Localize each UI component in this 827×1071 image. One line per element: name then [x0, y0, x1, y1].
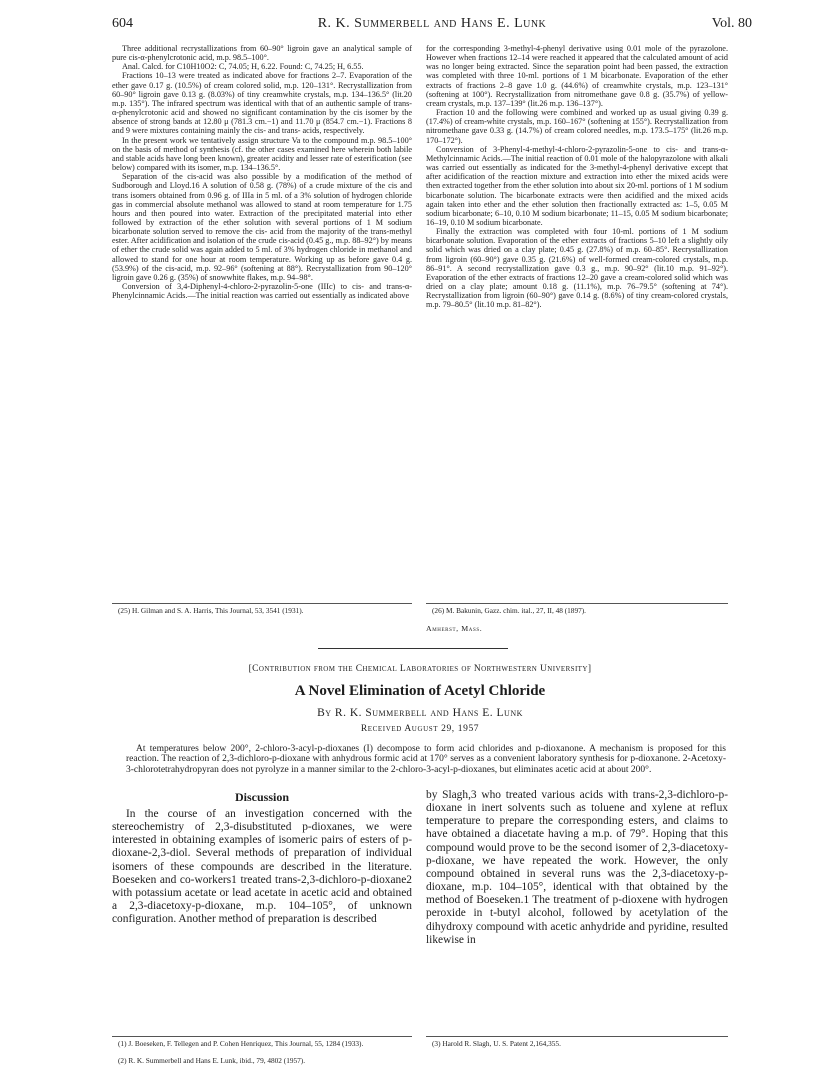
article-title: A Novel Elimination of Acetyl Chloride [294, 683, 546, 699]
running-head: R. K. Summerbell and Hans E. Lunk [317, 16, 547, 31]
footnote-divider [426, 603, 728, 604]
upper-left-column [112, 44, 412, 300]
article-separator [318, 648, 508, 649]
paragraph: by Slagh,3 who treated various acids with trans-2,3-dichloro-p-dioxane in inert solvents such as toluene and xylene at reflux temperature to prepare the corresponding esters, and claims to have obtained a diacetate having a m.p. of 79°. Hoping that this compound would prove to be the second isomer of 2,3-diacetoxy-p-dioxane, we have repeated the work. However, the only compound obtained in several runs was the 2,3-diacetoxy-p-dioxane, m.p. 104–105°, identical with that obtained by the method of Boeseken.1 The treatment of p-dioxene with hydrogen peroxide in t-butyl alcohol, followed by acetylation of the dihydroxy compound with acetic anhydride and pyridine, resulted likewise in [426, 789, 728, 946]
discussion-left-column [112, 808, 412, 926]
footnote-1: (1) J. Boeseken, F. Tellegen and P. Cohen Henriquez, This Journal, 55, 1284 (1933). [118, 1039, 364, 1048]
abstract: At temperatures below 200°, 2-chloro-3-acyl-p-dioxanes (I) decompose to form acid chlorides and p-dioxanone. A mechanism is proposed for this reaction. The reaction of 2,3-dichloro-p-dioxane with anhydrous formic acid at 170° serves as a convenient laboratory synthesis for p-dioxanone. 2-Acetoxy-3-chlorotetrahydropyran does not pyrolyze in a manner similar to the 2-chloro-3-acyl-p-dioxanes, but eliminates acetic acid at about 200°. [126, 744, 726, 775]
footnote-divider [112, 603, 412, 604]
contribution-line: [Contribution from the Chemical Laboratories of Northwestern University] [248, 664, 592, 674]
paragraph: Conversion of 3-Phenyl-4-methyl-4-chloro-2-pyrazolin-5-one to cis- and trans-α-Methylcinnamic Acids.—The initial reaction of 0.01 mole of the halopyrazolone with alkali was carried out essentially as indicated for the 3-methyl-4-phenyl derivative except that after acidification of the reaction mixture and extraction into ether the mixed acids were then extracted together from the ether solution into about six 20-ml. portions of 1 M sodium bicarbonate solution. The bicarbonate extracts were then acidified and the mixed acids again taken into ether and the ether solution then fractionally extracted as: 1–5, 0.05 M sodium bicarbonate; 6–10, 0.10 M sodium bicarbonate; 11–15, 0.05 M sodium bicarbonate; 16–19, 0.10 M sodium bicarbonate. [426, 144, 728, 227]
paragraph: Anal. Calcd. for C10H10O2: C, 74.05; H, 6.22. Found: C, 74.25; H, 6.55. [122, 62, 364, 72]
discussion-right-column [426, 789, 728, 947]
paragraph: Fraction 10 and the following were combined and worked up as usual giving 0.39 g. (17.4%) of cream-white crystals, m.p. 160–167° (softening at 155°). Recrystallization from nitromethane gave 0.33 g. (14.7%) of cream colored needles, m.p. 173.5–175° (lit.26 m.p. 170–172°). [426, 108, 728, 145]
paragraph: Separation of the cis-acid was also possible by a modification of the method of Sudborough and Lloyd.16 A solution of 0.58 g. (78%) of a crude mixture of the cis and trans isomers obtained from 0.96 g. of IIIa in 5 ml. of a 3% solution of hydrogen chloride gas in commercial absolute methanol was allowed to stand at room temperature for 1.75 hours and then poured into water. Extraction of the precipitated material into ether followed by extraction of the ether solution with several portions of 1 M sodium bicarbonate solution served to remove the cis- acid from the majority of the trans-methyl ester. After acidification and isolation of the crude cis-acid (0.45 g., m.p. 88–92°) by means of ether the crude solid was again added to 5 ml. of 3% hydrogen chloride in methanol and allowed to stand for one hour at room temperature. Working up as before gave 0.4 g. (53.9%) of the cis-acid, m.p. 92–96° (softening at 88°). Recrystallization from 90–120° ligroin gave 0.26 g. (35%) of snowwhite flakes, m.p. 94–98°. [112, 172, 412, 282]
paragraph: In the present work we tentatively assign structure Va to the compound m.p. 98.5–100° on the basis of method of synthesis (cf. the other cases examined here wherein both labile and stable acids have long been known), greater acidity and lesser rate of esterification (see below) compared with its isomer, m.p. 134–136.5°. [112, 135, 412, 173]
footnote-25: (25) H. Gilman and S. A. Harris, This Journal, 53, 3541 (1931). [118, 606, 304, 615]
paragraph: for the corresponding 3-methyl-4-phenyl derivative using 0.01 mole of the pyrazolone. However when fractions 12–14 were reached it appeared that the calculated amount of acid was no longer being extracted. Since the separation point had been passed, the extraction was completed with three 10-ml. portions of 1 M bicarbonate. Evaporation of the ether extracts of fractions 2–8 gave 1.0 g. (44.6%) of creamwhite crystals, m.p. 123–131° (softening at 100°). Recrystallization from nitromethane gave 0.8 g. (35.7%) of yellow-cream crystals, m.p. 137–139° (lit.26 m.p. 136–137°). [426, 44, 728, 108]
footnote-divider [426, 1036, 728, 1037]
footnote-26: (26) M. Bakunin, Gazz. chim. ital., 27, II, 48 (1897). [432, 606, 587, 615]
paragraph: Finally the extraction was completed with four 10-ml. portions of 1 M sodium bicarbonate solution. Evaporation of the ether extracts of fractions 5–10 left a slightly oily solid which was dried on a clay plate; 0.45 g. (27.8%) of m.p. 60–85°. Recrystallization from ligroin (60–90°) gave 0.35 g. (21.6%) of well-formed cream-colored crystals, m.p. 86–91°. A second recrystallization gave 0.3 g., m.p. 90–92° (lit.10 m.p. 91–92°). Evaporation of the ether extracts of fractions 12–20 gave a cream-colored solid which was dried on a clay plate; amount 0.18 g. (11.1%), m.p. 76–79.5° (softening at 74°). Recrystallization from ligroin (60–90°) gave 0.14 g. (8.6%) of tiny cream-colored crystals, m.p. 79–80.5° (lit.10 m.p. 81–82°). [426, 227, 728, 310]
upper-right-column [426, 44, 728, 310]
institution-place: Amherst, Mass. [426, 624, 483, 633]
paragraph: In the course of an investigation concerned with the stereochemistry of 2,3-disubstituted p-dioxanes, we were interested in obtaining examples of isomeric pairs of esters of p-dioxane-2,3-diol. Several methods of preparation of individual isomers of these compounds are described in the literature. Boeseken and co-workers1 treated trans-2,3-dichloro-p-dioxane2 with potassium acetate or lead acetate in acetic acid and obtained a 2,3-diacetoxy-p-dioxane, m.p. 104–105°, of unknown configuration. Another method of preparation is described [112, 808, 412, 926]
footnote-2: (2) R. K. Summerbell and Hans E. Lunk, ibid., 79, 4802 (1957). [118, 1056, 306, 1065]
received-date: Received August 29, 1957 [360, 724, 480, 734]
paragraph: Three additional recrystallizations from 60–90° ligroin gave an analytical sample of pure cis-α-phenylcrotonic acid, m.p. 98.5–100°. [112, 44, 412, 63]
footnote-divider [112, 1036, 412, 1037]
page-number: 604 [112, 16, 133, 31]
author-byline: By R. K. Summerbell and Hans E. Lunk [317, 707, 523, 719]
paragraph: Fractions 10–13 were treated as indicated above for fractions 2–7. Evaporation of the ether gave 0.17 g. (10.5%) of cream colored solid, m.p. 120–131°. Recrystallization from 60–90° ligroin gave 0.13 g. (8.03%) of tiny creamwhite crystals, m.p. 134–136.5° (lit.20 m.p. 135°). The infrared spectrum was identical with that of an authentic sample of trans-α-phenylcrotonic acid and showed no significant contamination by the cis isomer by the absence of strong bands at 12.80 μ (781.3 cm.−1) and 11.70 μ (854.7 cm.−1). Fractions 8 and 9 were mixtures containing mainly the cis- and trans- acids, respectively. [112, 71, 412, 136]
volume-label: Vol. 80 [711, 16, 752, 31]
footnote-3: (3) Harold R. Slagh, U. S. Patent 2,164,355. [432, 1039, 561, 1048]
paragraph: Conversion of 3,4-Diphenyl-4-chloro-2-pyrazolin-5-one (IIIc) to cis- and trans-α-Phenylcinnamic Acids.—The initial reaction was carried out essentially as indicated above [112, 282, 412, 301]
section-heading: Discussion [234, 790, 290, 804]
page-header [112, 16, 752, 36]
